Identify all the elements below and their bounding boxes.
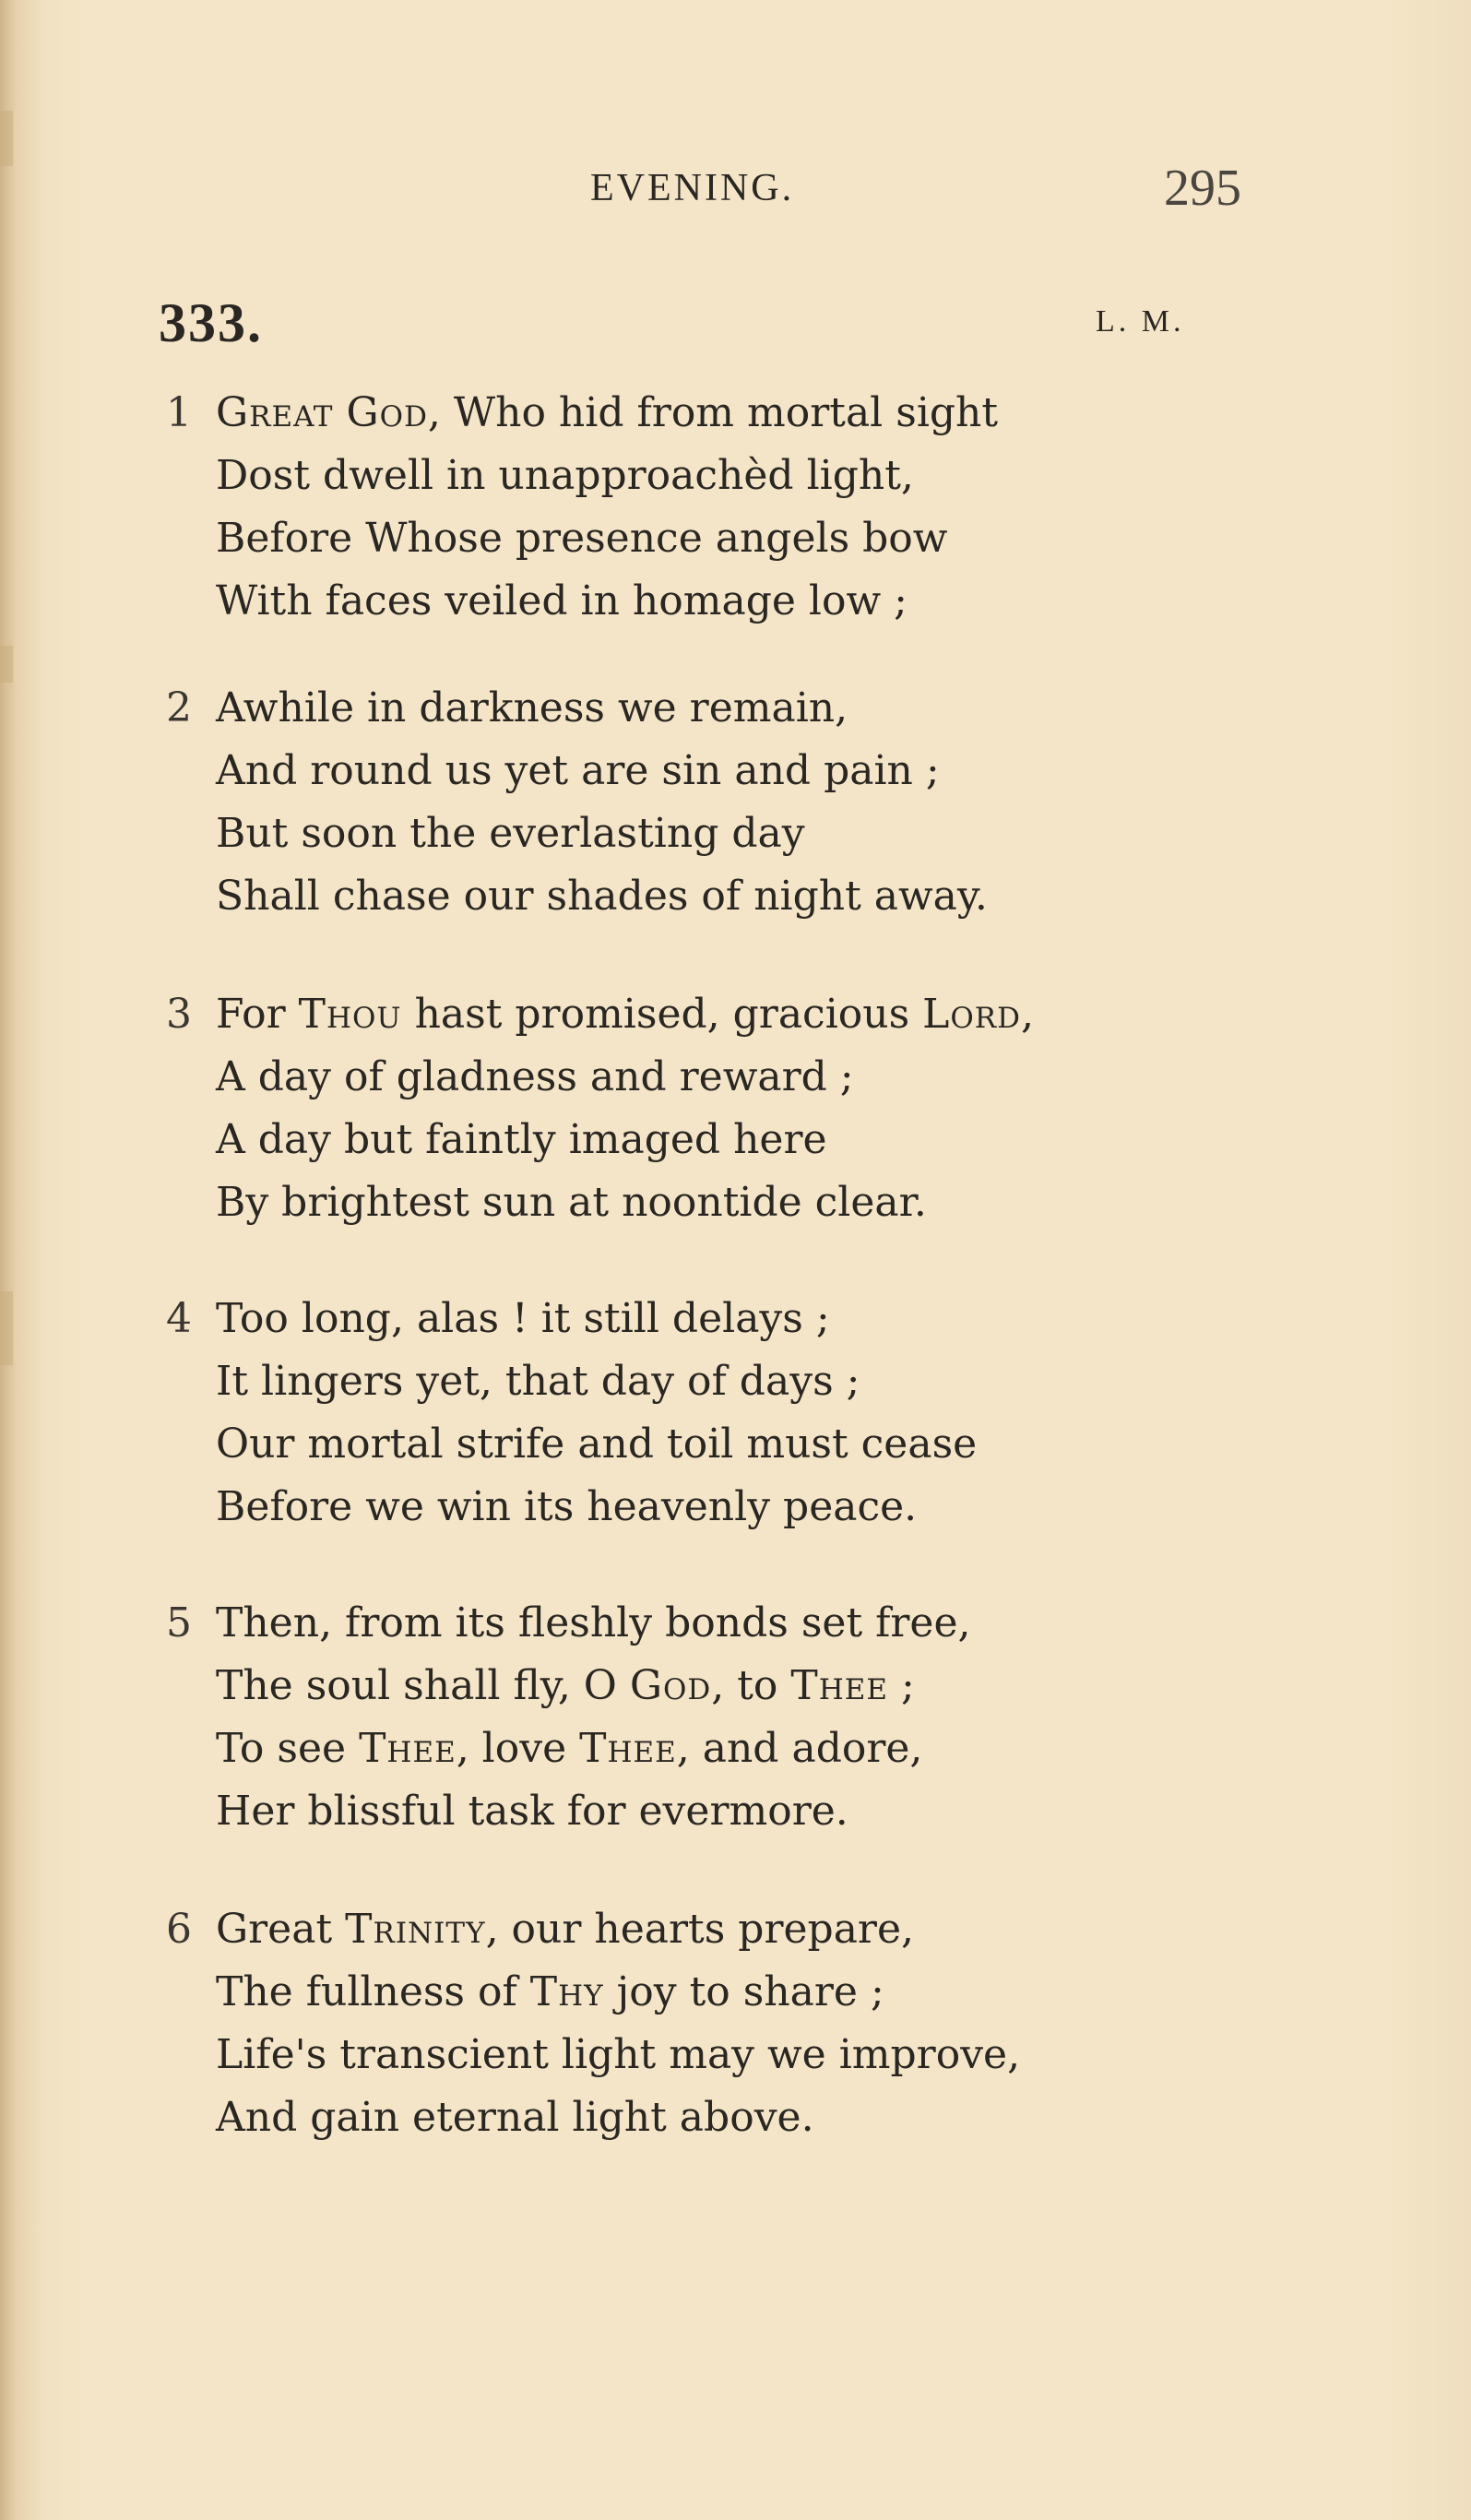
verse-text: hast promised, gracious — [401, 991, 923, 1038]
verse-line — [216, 987, 1034, 1042]
verse-text: It lingers yet, that day of days ; — [216, 1358, 860, 1405]
verse-text: joy to share ; — [603, 1968, 884, 2015]
running-title: EVENING. — [590, 167, 795, 209]
verse-text: A day of gladness and reward ; — [216, 1053, 854, 1100]
verse-text: The fullness of — [216, 1968, 530, 2015]
stanza-number: 6 — [166, 1906, 192, 1953]
running-header — [0, 160, 1471, 231]
verse-line — [216, 448, 914, 504]
verse-line — [216, 869, 988, 924]
verse-text: With faces veiled in homage low ; — [216, 577, 908, 624]
verse-line — [216, 681, 848, 736]
verse-text: But soon the everlasting day — [216, 810, 805, 857]
verse-line — [216, 2027, 1020, 2083]
small-caps-word: Thee — [579, 1725, 677, 1772]
verse-text: Great — [216, 1906, 346, 1953]
stanza-number: 2 — [166, 684, 192, 731]
verse-text: , our hearts prepare, — [485, 1906, 914, 1953]
verse-line — [216, 1902, 914, 1957]
verse-text: Then, from its fleshly bonds set free, — [216, 1599, 971, 1646]
stanza-number: 4 — [166, 1295, 192, 1342]
verse-line — [216, 1291, 830, 1347]
small-caps-word: Thee — [359, 1725, 457, 1772]
verse-line — [216, 1784, 848, 1839]
verse-text: And gain eternal light above. — [216, 2094, 814, 2141]
verse-text — [334, 389, 347, 436]
verse-text: , Who hid from mortal sight — [427, 389, 999, 436]
verse-text: A day but faintly imaged here — [216, 1116, 827, 1163]
verse-text: , and adore, — [676, 1725, 923, 1772]
small-caps-word: Lord — [922, 991, 1022, 1038]
verse-text: For — [216, 991, 299, 1038]
page-edge-stain — [0, 1291, 13, 1365]
verse-line — [216, 1354, 860, 1409]
verse-text: By brightest sun at noontide clear. — [216, 1179, 927, 1226]
verse-line — [216, 1417, 977, 1472]
verse-text: Before we win its heavenly peace. — [216, 1483, 918, 1530]
verse-line — [216, 2090, 814, 2146]
page-edge-stain — [0, 111, 13, 166]
small-caps-word: Thee — [790, 1662, 889, 1709]
page-number: 295 — [1164, 160, 1241, 217]
verse-line — [216, 1721, 922, 1777]
verse-text: , to — [711, 1662, 791, 1709]
verse-line — [216, 386, 998, 441]
verse-line — [216, 1965, 884, 2020]
stanza-number: 1 — [166, 389, 192, 436]
small-caps-word: Thou — [298, 991, 402, 1038]
verse-text: The soul shall fly, O — [216, 1662, 630, 1709]
verse-text: Dost dwell in unapproachèd light, — [216, 452, 914, 499]
verse-text: And round us yet are sin and pain ; — [216, 747, 940, 794]
verse-line — [216, 511, 947, 566]
verse-text: ; — [888, 1662, 915, 1709]
small-caps-word: God — [629, 1662, 712, 1709]
verse-text: Too long, alas ! it still delays ; — [216, 1295, 830, 1342]
stanza-number: 3 — [166, 991, 192, 1038]
small-caps-word: God — [346, 389, 428, 436]
small-caps-word: Great — [216, 389, 334, 436]
verse-line — [216, 806, 805, 862]
page-edge-stain — [0, 646, 13, 683]
verse-text: To see — [216, 1725, 360, 1772]
verse-text: Awhile in darkness we remain, — [216, 684, 848, 731]
verse-text: Before Whose presence angels bow — [216, 515, 948, 562]
verse-line — [216, 574, 908, 629]
verse-text: Shall chase our shades of night away. — [216, 873, 988, 920]
verse-line — [216, 1596, 971, 1651]
verse-text: Our mortal strife and toil must cease — [216, 1420, 978, 1468]
verse-line — [216, 1112, 827, 1168]
verse-line — [216, 1175, 927, 1230]
hymn-number: 333. — [159, 292, 263, 353]
small-caps-word: Thy — [529, 1968, 604, 2015]
small-caps-word: Trinity — [345, 1906, 486, 1953]
verse-text: Life's transcient light may we improve, — [216, 2031, 1021, 2078]
verse-line — [216, 1480, 917, 1535]
verse-line — [216, 1050, 854, 1105]
hymn-meter: L. M. — [1096, 304, 1185, 339]
verse-line — [216, 1658, 915, 1714]
verse-text: , — [1021, 991, 1035, 1038]
verse-line — [216, 743, 940, 799]
stanza-number: 5 — [166, 1599, 192, 1646]
verse-text: , love — [456, 1725, 580, 1772]
verse-text: Her blissful task for evermore. — [216, 1788, 848, 1835]
